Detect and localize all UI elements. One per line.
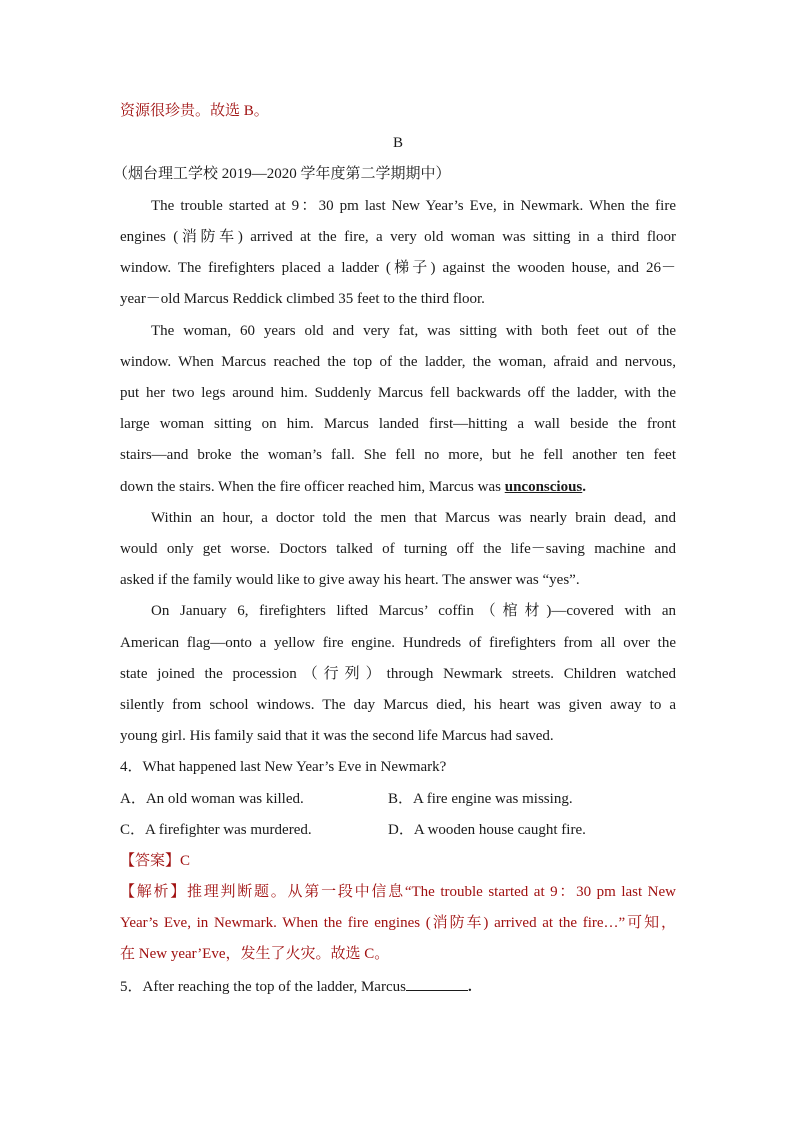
passage-text: .	[582, 479, 587, 495]
option-b: B．A fire engine was missing.	[388, 791, 573, 807]
passage-line: On January 6, firefighters lifted Marcus’ coffin（棺材)—covered with an	[151, 603, 676, 619]
passage-line: stairs—and broke the woman’s fall. She fell no more, but he fell another ten feet	[120, 447, 676, 463]
passage-line: young girl. His family said that it was the second life Marcus had saved.	[120, 728, 554, 744]
passage-line: asked if the family would like to give away his heart. The answer was “yes”.	[120, 572, 580, 588]
intro-line: 资源很珍贵。故选 B。	[120, 103, 269, 119]
passage-text: down the stairs. When the fire officer reached him, Marcus was	[120, 479, 505, 495]
passage-line: The trouble started at 9：30 pm last New Year’s Eve, in Newmark. When the fire	[151, 198, 676, 214]
section-label: B	[392, 135, 403, 151]
passage-line: large woman sitting on him. Marcus landed first—hitting a wall beside the front	[120, 416, 676, 432]
passage-line: window. When Marcus reached the top of the ladder, the woman, afraid and nervous,	[120, 354, 676, 370]
question-text: 5．After reaching the top of the ladder, Marcus	[120, 979, 406, 995]
passage-line: put her two legs around him. Suddenly Marcus fell backwards off the ladder, with the	[120, 385, 676, 401]
option-d: D．A wooden house caught fire.	[388, 822, 586, 838]
analysis-line: 【解析】推理判断题。从第一段中信息“The trouble started at 9：30 pm last New	[120, 884, 676, 900]
option-a: A．An old woman was killed.	[120, 791, 304, 807]
passage-line	[120, 477, 676, 497]
passage-line: would only get worse. Doctors talked of turning off the life－saving machine and	[120, 541, 676, 557]
analysis-line: Year’s Eve, in Newmark. When the fire engines (消防车) arrived at the fire…”可知，	[120, 915, 676, 931]
question-5	[120, 976, 676, 997]
passage-line: state joined the procession（行列）through Newmark streets. Children watched	[120, 666, 676, 682]
passage-line: Within an hour, a doctor told the men that Marcus was nearly brain dead, and	[151, 510, 676, 526]
answer-label: 【答案】C	[120, 853, 191, 869]
option-c: C．A firefighter was murdered.	[120, 822, 312, 838]
passage-line: The woman, 60 years old and very fat, was sitting with both feet out of the	[151, 323, 676, 339]
passage-line: silently from school windows. The day Marcus died, his heart was given away to a	[120, 697, 676, 713]
answer-blank[interactable]	[406, 976, 468, 991]
passage-line: window. The firefighters placed a ladder (梯子) against the wooden house, and 26－	[120, 260, 676, 276]
question-text: .	[467, 979, 472, 995]
passage-line: year－old Marcus Reddick climbed 35 feet to the third floor.	[120, 291, 485, 307]
passage-line: engines (消防车) arrived at the fire, a very old woman was sitting in a third floor	[120, 229, 676, 245]
analysis-line: 在 New year’Eve，发生了火灾。故选 C。	[120, 946, 390, 962]
question-4: 4．What happened last New Year’s Eve in Newmark?	[120, 759, 447, 775]
passage-line: American flag—onto a yellow fire engine. Hundreds of firefighters from all over the	[120, 635, 676, 651]
source-line: （烟台理工学校 2019—2020 学年度第二学期期中）	[113, 166, 451, 182]
underlined-word: unconscious	[504, 479, 583, 495]
